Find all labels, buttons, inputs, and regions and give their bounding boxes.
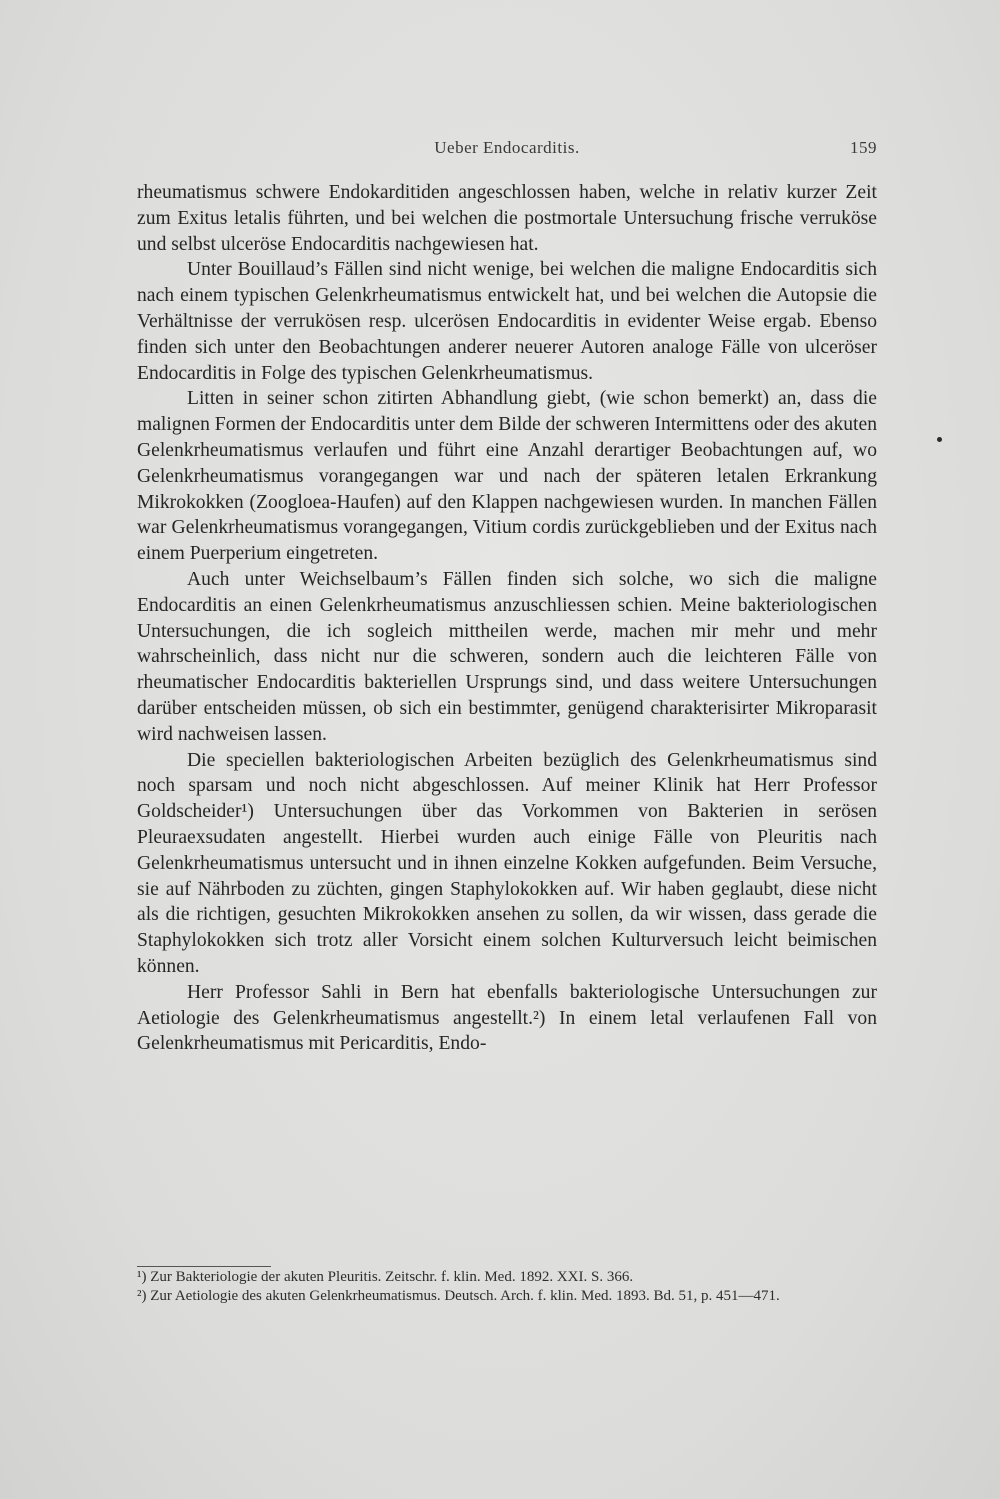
footnote-1: ¹) Zur Bakteriologie der akuten Pleuritis. Zeitschr. f. klin. Med. 1892. XXI. S. 366. (137, 1269, 634, 1285)
page-number: 159 (850, 138, 877, 157)
paragraph-weichselbaum: Auch unter Weichselbaum’s Fällen finden sich solche, wo sich die maligne Endocarditis an einen Gelenkrheumatismus anzuschliessen schien. Meine bakteriologischen Untersuchungen, die ich sogleich mittheilen werde, machen mir mehr und mehr wahrscheinlich, dass nicht nur die schweren, sondern auch die leichteren Fälle von rheumatischer Endocarditis bakteriellen Ursprungs sind, und dass weitere Untersuchungen darüber entscheiden müssen, ob sich ein bestimmter, genügend charakterisirter Mikroparasit wird nachweisen lassen. (137, 568, 877, 745)
paragraph-sahli: Herr Professor Sahli in Bern hat ebenfalls bakteriologische Untersuchungen zur Aetiologie des Gelenkrheumatismus angestellt.²) In einem letal verlaufenen Fall von Gelenkrheumatismus mit Pericarditis, Endo- (137, 981, 877, 1055)
running-title: Ueber Endocarditis. (434, 138, 580, 157)
running-header (137, 138, 877, 162)
body-text (137, 180, 877, 1057)
ink-speck (937, 437, 942, 442)
footnotes (137, 1268, 877, 1306)
paragraph-litten: Litten in seiner schon zitirten Abhandlung giebt, (wie schon bemerkt) an, dass die malignen Formen der Endocarditis unter dem Bilde der schweren Intermittens oder des akuten Gelenkrheumatismus verlaufen und führt eine Anzahl derartiger Beobachtungen auf, wo Gelenkrheumatismus vorangegangen war und nach der späteren letalen Erkrankung Mikrokokken (Zoogloea-Haufen) auf den Klappen nachgewiesen wurden. In manchen Fällen war Gelenkrheumatismus vorangegangen, Vitium cordis zurückgeblieben und der Exitus nach einem Puerperium eingetreten. (137, 388, 877, 565)
footnote-2: ²) Zur Aetiologie des akuten Gelenkrheumatismus. Deutsch. Arch. f. klin. Med. 1893. Bd. 51, p. 451—471. (137, 1288, 780, 1304)
paragraph-bouillaud: Unter Bouillaud’s Fällen sind nicht wenige, bei welchen die maligne Endocarditis sich nach einem typischen Gelenkrheumatismus entwickelt hat, und bei welchen die Autopsie die Verhältnisse der verrukösen resp. ulcerösen Endocarditis in evidenter Weise ergab. Ebenso finden sich unter den Beobachtungen anderer neuerer Autoren analoge Fälle von ulceröser Endocarditis in Folge des typischen Gelenkrheumatismus. (137, 259, 877, 384)
paragraph-bakteriologische-arbeiten: Die speciellen bakteriologischen Arbeiten bezüglich des Gelenkrheumatismus sind noch sparsam und noch nicht abgeschlossen. Auf meiner Klinik hat Herr Professor Goldscheider¹) Untersuchungen über das Vorkommen von Bakterien in serösen Pleuraexsudaten angestellt. Hierbei wurden auch einige Fälle von Pleuritis nach Gelenkrheumatismus untersucht und in ihnen einzelne Kokken aufgefunden. Beim Versuche, sie auf Nährboden zu züchten, gingen Staphylokokken auf. Wir haben geglaubt, diese nicht als die richtigen, gesuchten Mikrokokken ansehen zu sollen, da wir wissen, dass gerade die Staphylokokken sich trotz aller Vorsicht einem solchen Kulturversuch leicht beimischen können. (137, 749, 877, 977)
footnote-separator (137, 1266, 271, 1267)
paragraph-continued: rheumatismus schwere Endokarditiden angeschlossen haben, welche in relativ kurzer Zeit zum Exitus letalis führten, und bei welchen die postmortale Untersuchung frische verruköse und selbst ulceröse Endocarditis nachgewiesen hat. (137, 182, 877, 255)
